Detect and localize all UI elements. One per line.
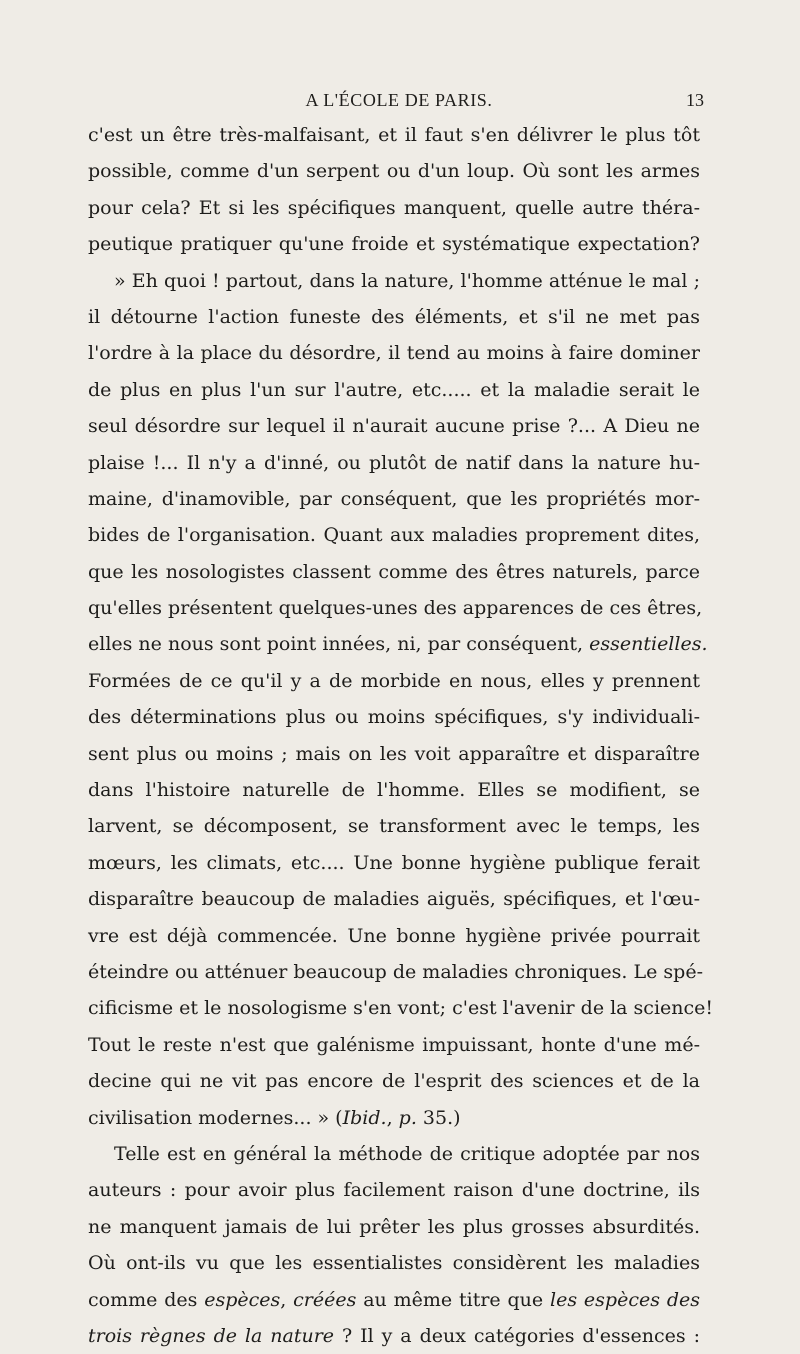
running-title: A L'ÉCOLE DE PARIS. (305, 90, 493, 110)
text-line: l'ordre à la place du désordre, il tend au moins à faire dominer (88, 342, 700, 365)
text-line: de plus en plus l'un sur l'autre, etc..... et la maladie serait le (88, 378, 700, 401)
text-line: maine, d'inamovible, par conséquent, que les propriétés mor- (88, 487, 700, 510)
text-line: pour cela? Et si les spécifiques manquent, quelle autre théra- (88, 196, 700, 219)
text-line: trois règnes de la nature ? Il y a deux catégories d'essences : (88, 1324, 701, 1347)
text-line: Telle est en général la méthode de critique adoptée par nos (114, 1142, 700, 1165)
text-line: dans l'histoire naturelle de l'homme. Elles se modifient, se (88, 779, 700, 802)
text-line: peutique pratiquer qu'une froide et systématique expectation? (88, 233, 700, 256)
text-line: cificisme et le nosologisme s'en vont; c'est l'avenir de la science! (88, 997, 714, 1020)
text-line: que les nosologistes classent comme des êtres naturels, parce (88, 560, 700, 583)
text-line: » Eh quoi ! partout, dans la nature, l'homme atténue le mal ; (114, 269, 700, 292)
text-line: qu'elles présentent quelques-unes des apparences de ces êtres, (88, 597, 703, 620)
text-line: mœurs, les climats, etc.... Une bonne hygiène publique ferait (88, 851, 700, 874)
page-number: 13 (686, 90, 704, 110)
text-line: elles ne nous sont point innées, ni, par conséquent, essentielles. (88, 633, 708, 656)
text-line: disparaître beaucoup de maladies aiguës, spécifiques, et l'œu- (88, 888, 700, 911)
text-line: Formées de ce qu'il y a de morbide en nous, elles y prennent (88, 669, 700, 692)
text-line: Tout le reste n'est que galénisme impuissant, honte d'une mé- (88, 1033, 700, 1056)
body-text (88, 117, 714, 1354)
text-line: ne manquent jamais de lui prêter les plus grosses absurdités. (88, 1215, 700, 1238)
text-line: larvent, se décomposent, se transforment avec le temps, les (88, 815, 700, 838)
text-line: decine qui ne vit pas encore de l'esprit des sciences et de la (88, 1070, 700, 1093)
text-line: civilisation modernes... » (Ibid., p. 35.) (88, 1106, 461, 1129)
text-line: éteindre ou atténuer beaucoup de maladies chroniques. Le spé- (88, 960, 703, 983)
page-header (88, 90, 710, 114)
text-line: plaise !... Il n'y a d'inné, ou plutôt de natif dans la nature hu- (88, 451, 700, 474)
text-line: seul désordre sur lequel il n'aurait aucune prise ?... A Dieu ne (88, 415, 700, 438)
text-line: il détourne l'action funeste des éléments, et s'il ne met pas (88, 305, 700, 328)
text-line: auteurs : pour avoir plus facilement raison d'une doctrine, ils (88, 1179, 700, 1202)
text-line: Où ont-ils vu que les essentialistes considèrent les maladies (88, 1252, 700, 1275)
text-line: sent plus ou moins ; mais on les voit apparaître et disparaître (88, 742, 700, 765)
text-line: possible, comme d'un serpent ou d'un loup. Où sont les armes (88, 160, 700, 183)
text-line: c'est un être très-malfaisant, et il faut s'en délivrer le plus tôt (88, 124, 700, 146)
text-line: comme des espèces, créées au même titre que les espèces des (88, 1288, 700, 1311)
text-line: vre est déjà commencée. Une bonne hygiène privée pourrait (88, 924, 700, 947)
text-line: bides de l'organisation. Quant aux maladies proprement dites, (88, 524, 700, 547)
text-line: des déterminations plus ou moins spécifiques, s'y individuali- (88, 706, 700, 729)
